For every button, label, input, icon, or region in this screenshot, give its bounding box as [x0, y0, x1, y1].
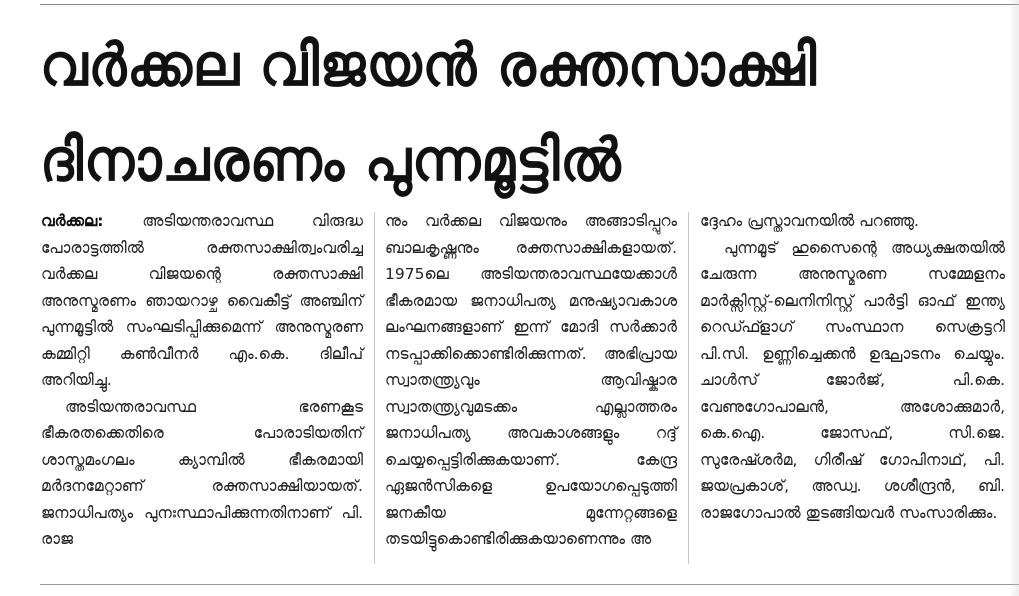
column-divider: [688, 212, 689, 564]
paragraph-4: ദ്ദേഹം പ്രസ്താവനയിൽ പറഞ്ഞു.: [700, 212, 919, 230]
page-edge-shadow: [1009, 0, 1019, 596]
article-column-1: [41, 208, 363, 553]
article-headline: വർക്കല വിജയൻ രക്തസാക്ഷി ദിനാചരണം പുന്നമൂട്ടിൽ: [40, 30, 818, 195]
article-column-3: [700, 208, 1005, 526]
paragraph-1-text: അടിയന്തരാവസ്ഥ വിരുദ്ധ പോരാട്ടത്തിൽ രക്തസാക്ഷിത്വംവരിച്ച വർക്കല വിജയന്റെ രക്തസാക്ഷി അനുസ്മരണം ഞായറാഴ്ച വൈകീട്ട് അഞ്ചിന് പുന്നമൂട്ടിൽ സംഘടിപ്പിക്കുമെന്ന് അനുസ്മരണ കമ്മിറ്റി കൺവീനർ എം.കെ. ദിലീപ് അറിയിച്ചു.: [41, 212, 363, 389]
top-rule: [40, 4, 1019, 5]
paragraph-5: പുന്നമൂട് ഹുസൈന്റെ അധ്യക്ഷതയിൽ ചേരുന്ന അനുസ്മരണ സമ്മേളനം മാർക്സിസ്റ്റ്-ലെനിനിസ്റ്റ് പാർട്ടി ഓഫ് ഇന്ത്യ റെഡ്ഫ്ളാഗ് സംസ്ഥാന സെക്രട്ടറി പി.സി. ഉണ്ണിച്ചെക്കൻ ഉദ്ഘാടനം ചെയ്യും. ചാൾസ് ജോർജ്, പി.കെ. വേണുഗോപാലൻ, അശോക്കുമാർ, കെ.ഐ. ജോസഫ്, സി.ജെ. സുരേഷ്ശർമ, ഗിരീഷ് ഗോപിനാഥ്, പി. ജയപ്രകാശ്, അഡ്വ. ശശീന്ദ്രൻ, ബി. രാജഗോപാൽ തുടങ്ങിയവർ സംസാരിക്കും.: [700, 238, 1005, 522]
paragraph-2: അടിയന്തരാവസ്ഥ ഭരണകൂട ഭീകരതക്കെതിരെ പോരാടിയതിന് ശാസ്തമംഗലം ക്യാമ്പിൽ ഭീകരമായി മർദനമേറ്റാണ് രക്തസാക്ഷിയായത്. ജനാധിപത്യം പുനഃസ്ഥാപിക്കുന്നതിനാണ് പി. രാജ: [41, 397, 363, 548]
bottom-rule: [40, 584, 1019, 585]
article-column-2: [385, 208, 677, 553]
paragraph-3: നും വർക്കല വിജയനും അങ്ങാടിപ്പുറം ബാലകൃഷ്ണനും രക്തസാക്ഷികളായത്. 1975ലെ അടിയന്തരാവസ്ഥയേക്കാൾ ഭീകരമായ ജനാധിപത്യ മനുഷ്യാവകാശ ലംഘനങ്ങളാണ് ഇന്ന് മോദി സർക്കാർ നടപ്പാക്കിക്കൊണ്ടിരിക്കുന്നത്. അഭിപ്രായ സ്വാതന്ത്ര്യവും ആവിഷ്കാര സ്വാതന്ത്ര്യവുമടക്കം എല്ലാത്തരം ജനാധിപത്യ അവകാശങ്ങളും റദ്ദ് ചെയ്യപ്പെട്ടിരിക്കുകയാണ്. കേന്ദ്ര ഏജൻസികളെ ഉപയോഗപ്പെടുത്തി ജനകീയ മുന്നേറ്റങ്ങളെ തടയിട്ടുകൊണ്ടിരിക്കുകയാണെന്നും അ: [385, 212, 677, 548]
paragraph-1: [41, 208, 363, 394]
dateline: വർക്കല:: [41, 212, 104, 230]
column-divider: [374, 212, 375, 564]
